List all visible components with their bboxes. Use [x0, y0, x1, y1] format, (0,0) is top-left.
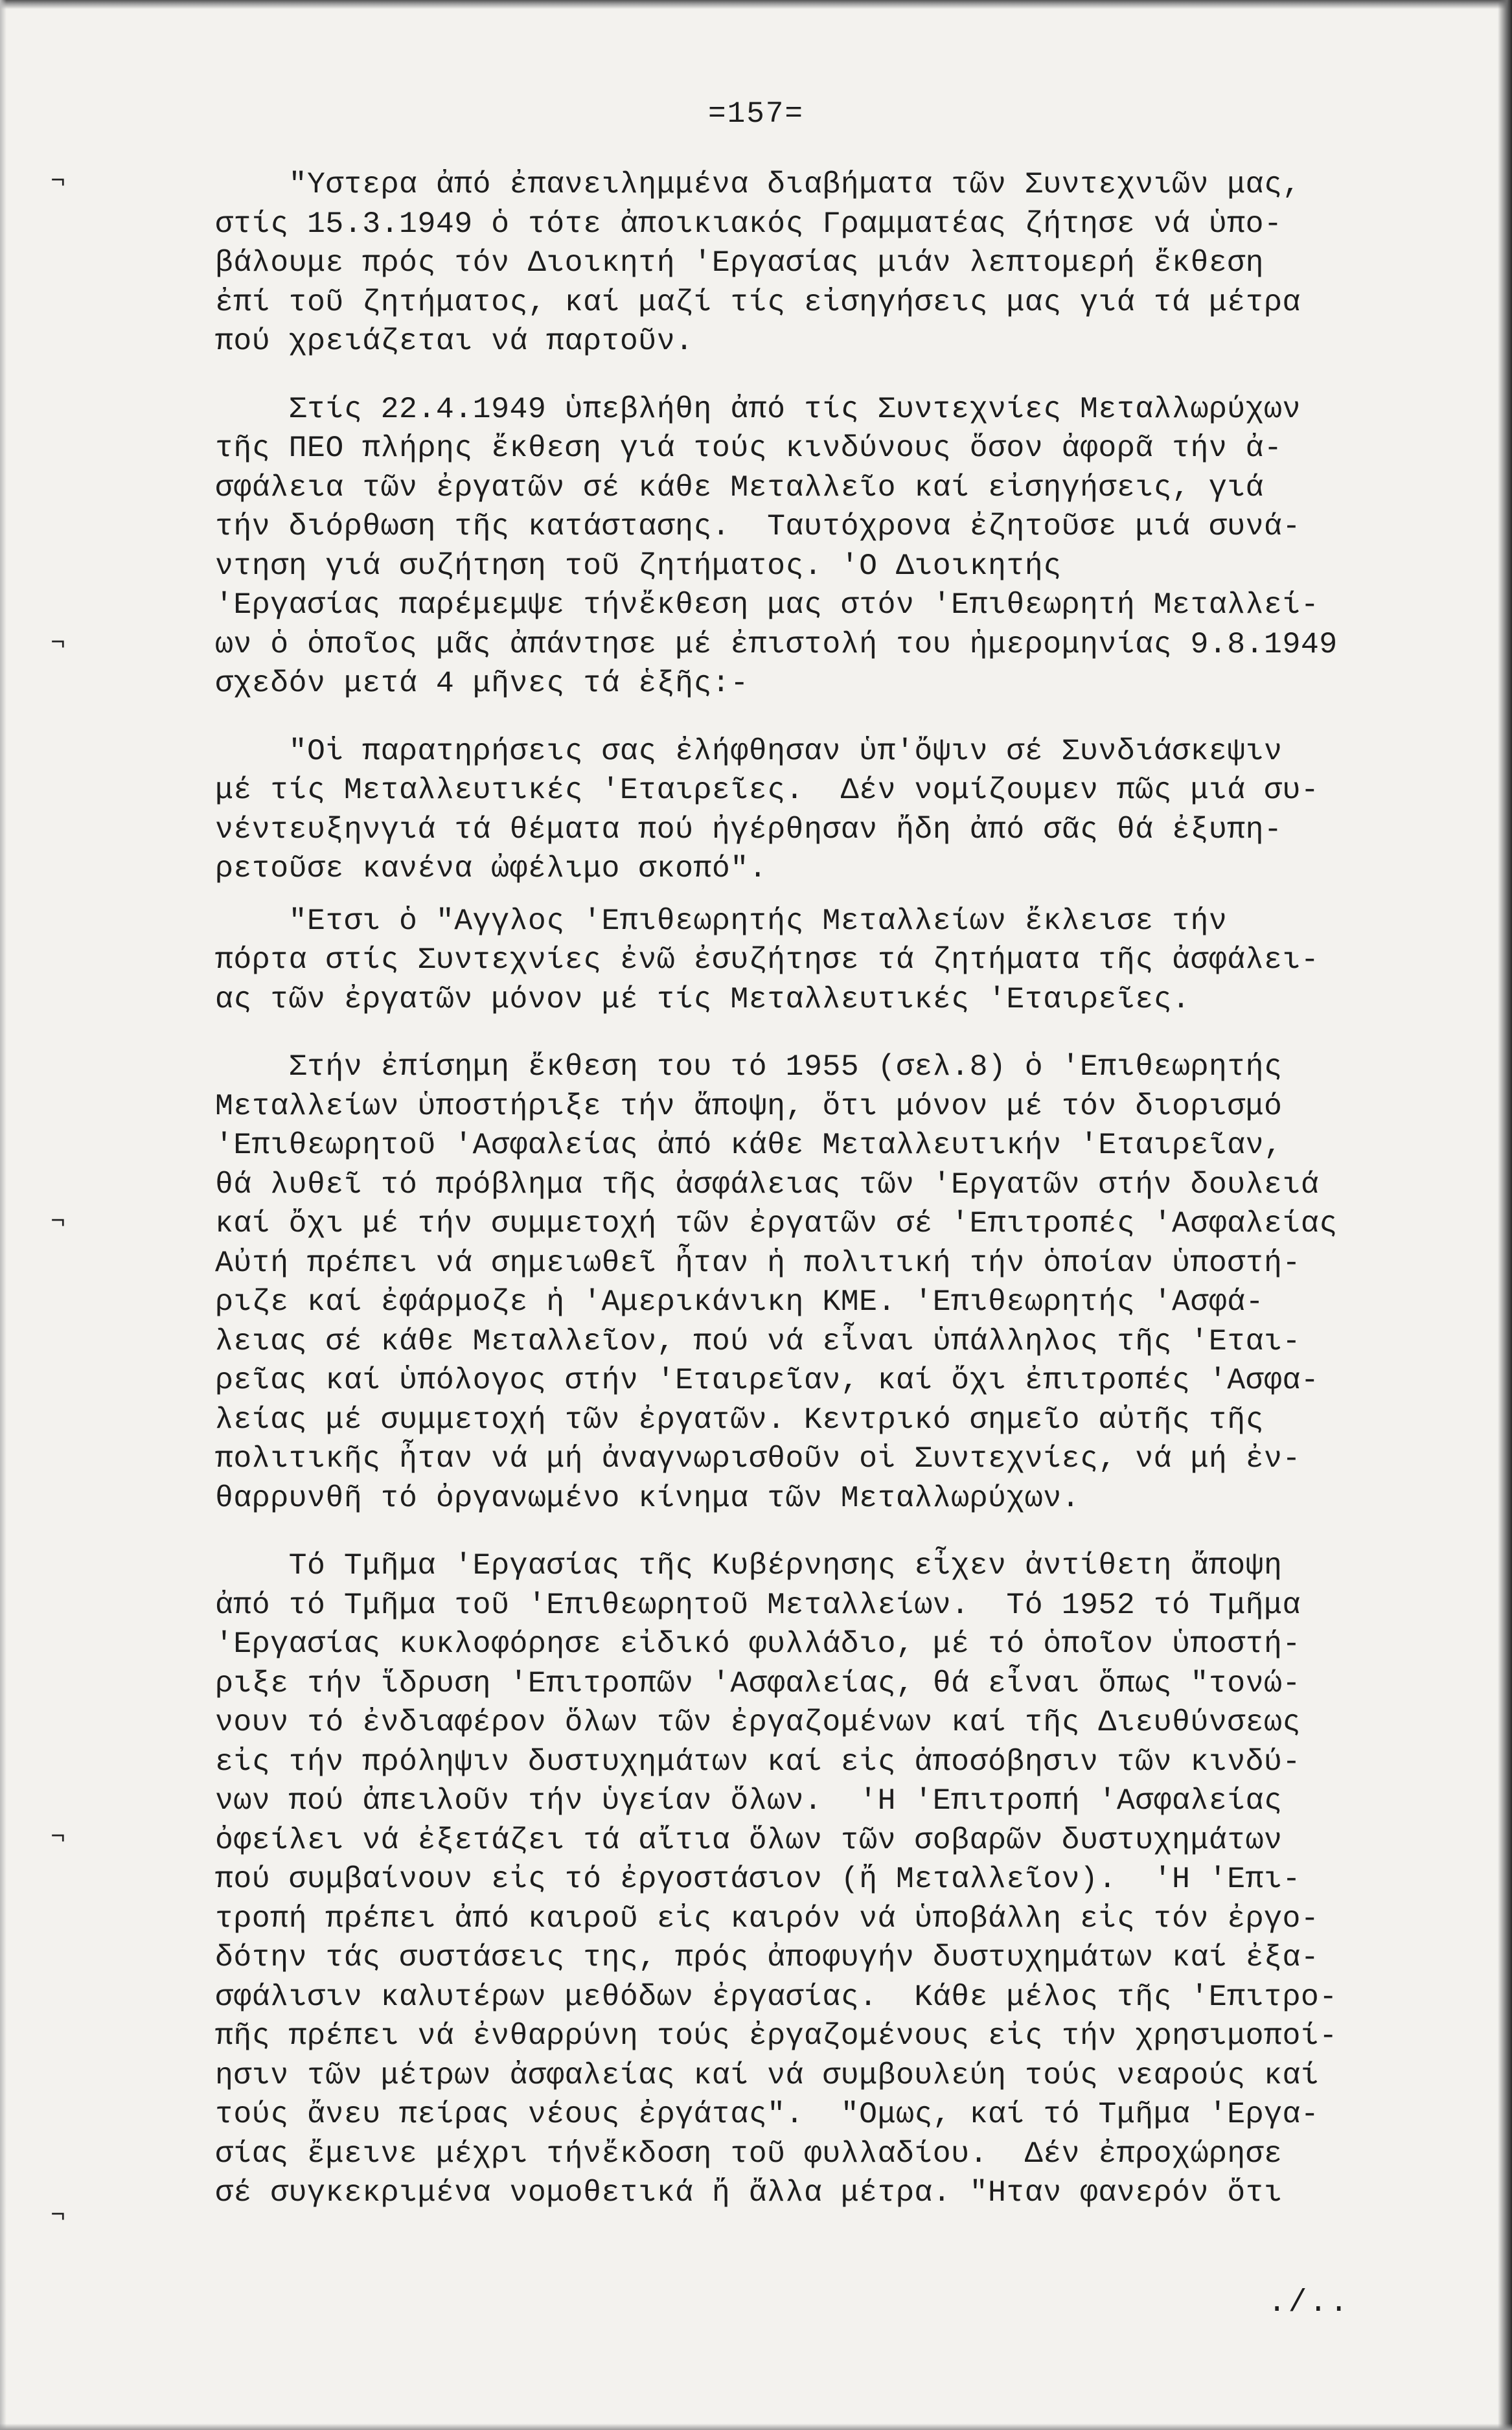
margin-tick-mark: ¬ [51, 1824, 65, 1851]
text-line: πού χρειάζεται νά παρτοῦν. [215, 324, 694, 358]
text-line: βάλουμε πρός τόν Διοικητή 'Εργασίας μιάν λεπτομερή ἔκθεση [215, 246, 1265, 280]
text-line: 'Εργασίας κυκλοφόρησε εἰδικό φυλλάδιο, μέ τό ὁποῖον ὑποστή- [215, 1627, 1301, 1661]
paragraph [215, 732, 1433, 889]
text-line: πολιτικῆς ἦταν νά μή ἀναγνωρισθοῦν οἱ Συντεχνίες, νά μή ἐν- [215, 1441, 1301, 1476]
text-line: ὀφείλει νά ἐξετάζει τά αἴτια ὅλων τῶν σοβαρῶν δυστυχημάτων [215, 1822, 1283, 1857]
text-line: σέ συγκεκριμένα νομοθετικά ἤ ἄλλα μέτρα. "Ηταν φανερόν ὅτι [215, 2175, 1283, 2210]
text-line: ἐπί τοῦ ζητήματος, καί μαζί τίς εἰσηγήσεις μας γιά τά μέτρα [215, 284, 1301, 319]
text-line: σχεδόν μετά 4 μῆνες τά ἑξῆς:- [215, 666, 749, 700]
text-line: πῆς πρέπει νά ἐνθαρρύνη τούς ἐργαζομένους εἰς τήν χρησιμοποί- [215, 2019, 1338, 2053]
text-line: σίας ἔμεινε μέχρι τήνἔκδοση τοῦ φυλλαδίου. Δέν ἐπροχώρησε [215, 2136, 1283, 2171]
text-line: θά λυθεῖ τό πρόβλημα τῆς ἀσφάλειας τῶν 'Εργατῶν στήν δουλειά [215, 1167, 1320, 1202]
page-number: =157= [707, 97, 805, 131]
text-line: πόρτα στίς Συντεχνίες ἐνῶ ἐσυζήτησε τά ζητήματα τῆς ἀσφάλει- [215, 943, 1320, 977]
text-line: ρεῖας καί ὑπόλογος στήν 'Εταιρεῖαν, καί ὄχι ἐπιτροπές 'Ασφα- [215, 1363, 1320, 1397]
text-line: ἀπό τό Τμῆμα τοῦ 'Επιθεωρητοῦ Μεταλλείων. Τό 1952 τό Τμῆμα [215, 1587, 1301, 1622]
text-line: Μεταλλείων ὑποστήριξε τήν ἄποψη, ὅτι μόνον μέ τόν διορισμό [215, 1088, 1283, 1123]
paragraph [215, 902, 1433, 1020]
text-line: μέ τίς Μεταλλευτικές 'Εταιρεῖες. Δέν νομίζουμεν πῶς μιά συ- [215, 773, 1320, 807]
text-line: εἰς τήν πρόληψιν δυστυχημάτων καί εἰς ἀποσόβησιν τῶν κινδύ- [215, 1744, 1301, 1779]
paragraph [215, 1048, 1433, 1518]
scan-right-edge [1498, 0, 1512, 2430]
text-line: τροπή πρέπει ἀπό καιροῦ εἰς καιρόν νά ὑποβάλλη εἰς τόν ἐργο- [215, 1901, 1320, 1936]
paragraph-gap [215, 704, 1433, 732]
paragraph-gap [215, 1518, 1433, 1546]
text-line: ησιν τῶν μέτρων ἀσφαλείας καί νά συμβουλεύη τούς νεαρούς καί [215, 2057, 1320, 2092]
text-line: νων πού ἀπειλοῦν τήν ὑγείαν ὅλων. 'Η 'Επιτροπή 'Ασφαλείας [215, 1783, 1283, 1818]
text-line: Στήν ἐπίσημη ἔκθεση του τό 1955 (σελ.8) ὁ 'Επιθεωρητής [215, 1049, 1283, 1084]
text-line: "Ετσι ὁ "Αγγλος 'Επιθεωρητής Μεταλλείων ἔκλεισε τήν [215, 903, 1228, 938]
typewritten-text-body [215, 165, 1433, 2213]
text-line: στίς 15.3.1949 ὁ τότε ἀποικιακός Γραμματέας ζήτησε νά ὑπο- [215, 206, 1283, 241]
paragraph-gap [215, 1019, 1433, 1048]
text-line: 'Εργασίας παρέμεμψε τήνἔκθεση μας στόν 'Επιθεωρητή Μεταλλεί- [215, 588, 1320, 622]
text-line: 'Επιθεωρητοῦ 'Ασφαλείας ἀπό κάθε Μεταλλευτικήν 'Εταιρεῖαν, [215, 1128, 1283, 1162]
text-line: λειας σέ κάθε Μεταλλεῖον, πού νά εἶναι ὑπάλληλος τῆς 'Εται- [215, 1324, 1301, 1358]
paragraph-gap [215, 361, 1433, 390]
text-line: νουν τό ἐνδιαφέρον ὅλων τῶν ἐργαζομένων καί τῆς Διευθύνσεως [215, 1705, 1301, 1739]
text-line: τούς ἄνευ πείρας νέους ἐργάτας". "Ομως, καί τό Τμῆμα 'Εργα- [215, 2097, 1320, 2131]
text-line: τῆς ΠΕΟ πλήρης ἔκθεση γιά τούς κινδύνους ὅσον ἀφορᾶ τήν ἀ- [215, 431, 1283, 465]
text-line: τήν διόρθωση τῆς κατάστασης. Ταυτόχρονα ἐζητοῦσε μιά συνά- [215, 509, 1301, 544]
text-line: σφάλεια τῶν ἐργατῶν σέ κάθε Μεταλλεῖο καί εἰσηγήσεις, γιά [215, 470, 1265, 505]
text-line: ας τῶν ἐργατῶν μόνον μέ τίς Μεταλλευτικές 'Εταιρεῖες. [215, 981, 1191, 1016]
text-line: ντηση γιά συζήτηση τοῦ ζητήματος. 'Ο Διοικητής [215, 548, 1062, 583]
text-line: λείας μέ συμμετοχή τῶν ἐργατῶν. Κεντρικό σημεῖο αὐτῆς τῆς [215, 1402, 1265, 1437]
text-line: ριξε τήν ἵδρυση 'Επιτροπῶν 'Ασφαλείας, θά εἶναι ὅπως "τονώ- [215, 1666, 1301, 1701]
paragraph [215, 165, 1433, 361]
text-line: "Οἱ παρατηρήσεις σας ἐλήφθησαν ὑπ'ὄψιν σέ Συνδιάσκεψιν [215, 733, 1283, 768]
text-line: σφάλισιν καλυτέρων μεθόδων ἐργασίας. Κάθε μέλος τῆς 'Επιτρο- [215, 1979, 1338, 2014]
text-line: νέντευξηνγιά τά θέματα πού ἠγέρθησαν ἤδη ἀπό σᾶς θά ἐξυπη- [215, 812, 1283, 847]
text-line: Στίς 22.4.1949 ὑπεβλήθη ἀπό τίς Συντεχνίες Μεταλλωρύχων [215, 391, 1301, 426]
text-line: ων ὁ ὁποῖος μᾶς ἀπάντησε μέ ἐπιστολή του ἡμερομηνίας 9.8.1949 [215, 626, 1338, 661]
paragraph [215, 1546, 1433, 2213]
text-line: καί ὄχι μέ τήν συμμετοχή τῶν ἐργατῶν σέ 'Επιτροπές 'Ασφαλείας [215, 1206, 1338, 1241]
text-line: πού συμβαίνουν εἰς τό ἐργοστάσιον (ἤ Μεταλλεῖον). 'Η 'Επι- [215, 1862, 1301, 1896]
text-line: "Υστερα ἀπό ἐπανειλημμένα διαβήματα τῶν Συντεχνιῶν μας, [215, 167, 1301, 201]
margin-tick-mark: ¬ [51, 168, 65, 196]
scan-bottom-edge [0, 2424, 1512, 2430]
text-line: θαρρυνθῆ τό ὀργανωμένο κίνημα τῶν Μεταλλωρύχων. [215, 1480, 1081, 1515]
text-line: δότην τάς συστάσεις της, πρός ἀποφυγήν δυστυχημάτων καί ἐξα- [215, 1940, 1320, 1975]
margin-tick-mark: ¬ [51, 2202, 65, 2230]
margin-tick-mark: ¬ [51, 1208, 65, 1236]
continuation-mark: ./.. [1267, 2286, 1350, 2321]
text-line: Αὐτή πρέπει νά σημειωθεῖ ἦταν ἡ πολιτική τήν ὁποίαν ὑποστή- [215, 1245, 1301, 1280]
paragraph [215, 390, 1433, 704]
scan-top-edge [0, 0, 1512, 9]
text-line: Τό Τμῆμα 'Εργασίας τῆς Κυβέρνησης εἶχεν ἀντίθετη ἄποψη [215, 1548, 1283, 1583]
paragraph-gap [215, 889, 1433, 902]
text-line: ριζε καί ἐφάρμοζε ἡ 'Αμερικάνικη ΚΜΕ. 'Επιθεωρητής 'Ασφά- [215, 1285, 1265, 1319]
margin-tick-mark: ¬ [51, 630, 65, 658]
text-line: ρετοῦσε κανένα ὠφέλιμο σκοπό". [215, 851, 768, 886]
scan-left-edge [0, 0, 6, 2430]
